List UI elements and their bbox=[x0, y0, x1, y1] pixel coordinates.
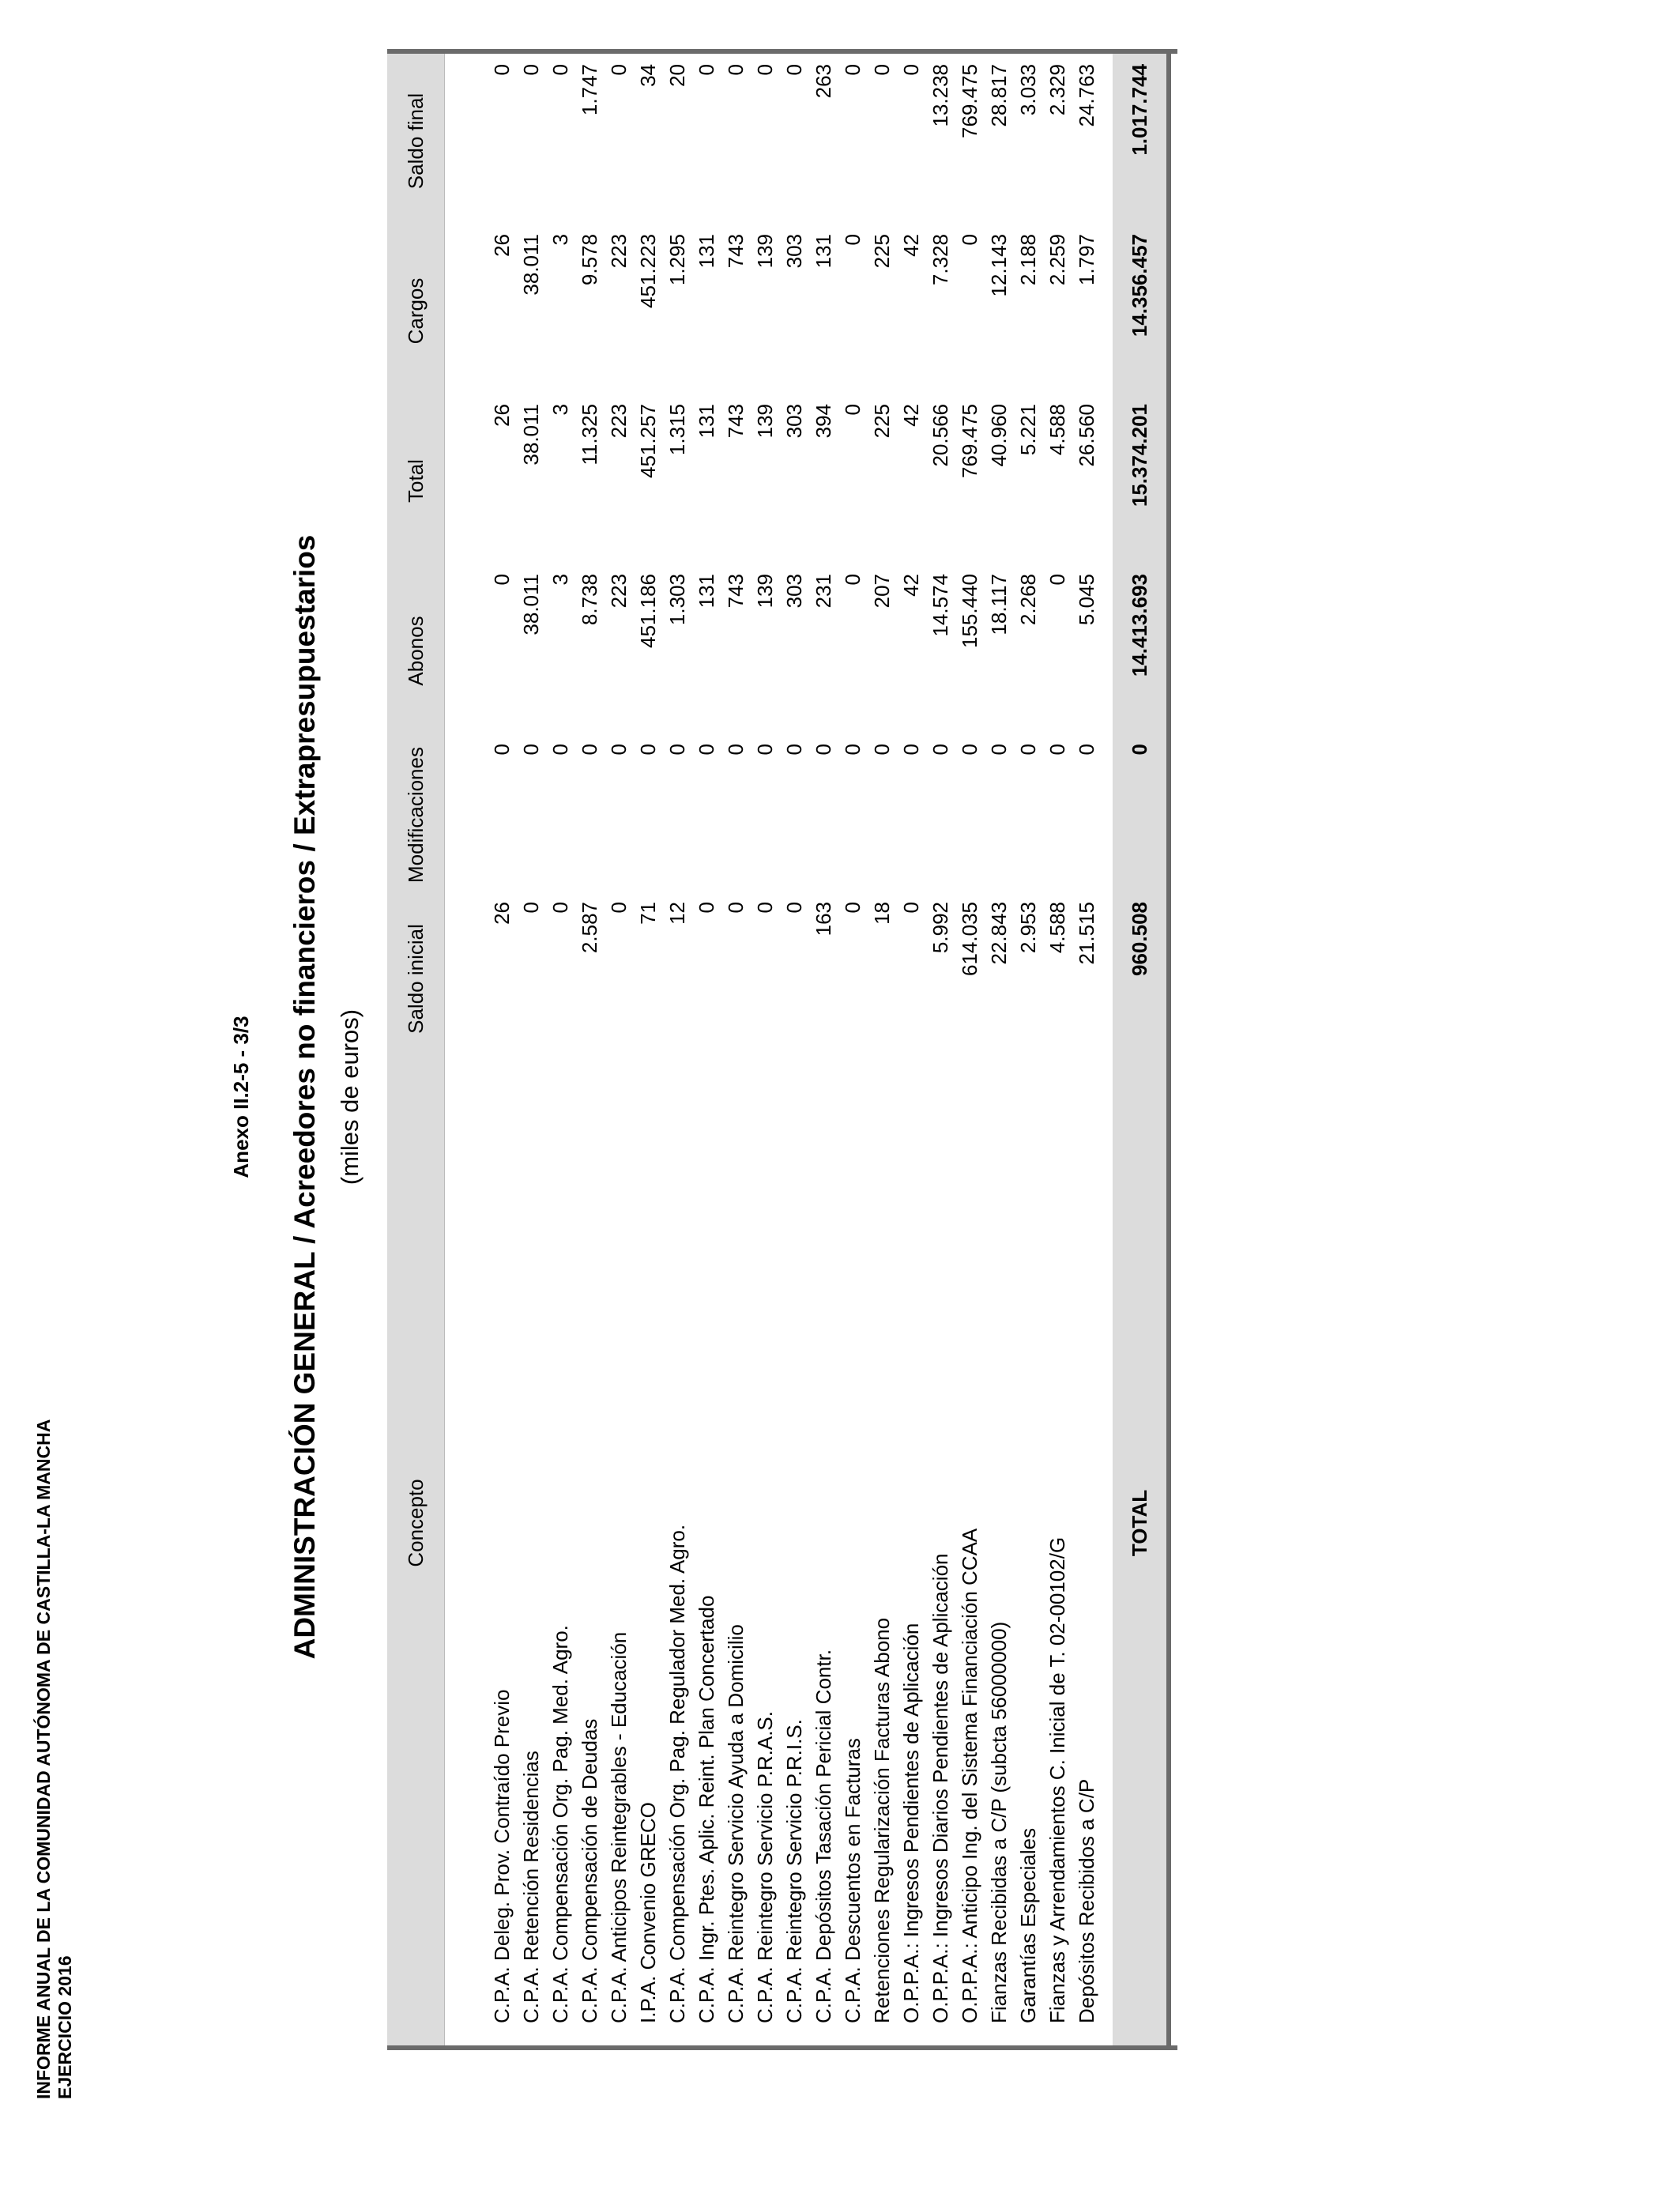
cell-modificaciones: 0 bbox=[870, 744, 894, 756]
cell-saldo-final: 0 bbox=[841, 64, 864, 76]
cell-concepto: C.P.A. Anticipos Reintegrables - Educación bbox=[607, 1631, 631, 2023]
cell-abonos: 38.011 bbox=[519, 574, 543, 635]
cell-total: 20.566 bbox=[929, 404, 952, 467]
cell-modificaciones: 0 bbox=[665, 744, 689, 756]
col-header-concepto: Concepto bbox=[403, 1479, 428, 1567]
cell-saldo-inicial: 0 bbox=[724, 902, 748, 914]
cell-concepto: C.P.A. Deleg. Prov. Contraído Previo bbox=[490, 1689, 514, 2023]
cell-concepto: C.P.A. Retención Residencias bbox=[519, 1751, 543, 2023]
report-header bbox=[33, 1419, 76, 2099]
table-row bbox=[1072, 54, 1102, 2045]
annex-label: Anexo II.2-5 - 3/3 bbox=[229, 1016, 253, 1178]
table-row bbox=[575, 54, 605, 2045]
table-row bbox=[985, 54, 1014, 2045]
table-row bbox=[1043, 54, 1072, 2045]
cell-concepto: O.P.P.A.: Ingresos Diarios Pendientes de Aplicación bbox=[929, 1553, 952, 2023]
cell-concepto: C.P.A. Compensación Org. Pag. Med. Agro. bbox=[548, 1625, 572, 2023]
cell-abonos: 139 bbox=[753, 574, 777, 609]
cell-saldo-inicial: 21.515 bbox=[1075, 902, 1098, 965]
cell-saldo-final: 34 bbox=[636, 64, 660, 87]
cell-concepto: C.P.A. Descuentos en Facturas bbox=[841, 1738, 864, 2023]
cell-saldo-inicial: 614.035 bbox=[958, 902, 981, 976]
cell-abonos: 743 bbox=[724, 574, 748, 609]
cell-saldo-inicial: 0 bbox=[899, 902, 923, 914]
cell-saldo-inicial: 71 bbox=[636, 902, 660, 925]
cell-abonos: 223 bbox=[607, 574, 631, 609]
cell-abonos: 2.268 bbox=[1016, 574, 1040, 626]
cell-cargos: 3 bbox=[548, 234, 572, 246]
cell-concepto: Retenciones Regularización Facturas Abono bbox=[870, 1617, 894, 2023]
total-row bbox=[1113, 49, 1171, 2050]
cell-concepto: C.P.A. Reintegro Servicio P.R.A.S. bbox=[753, 1710, 777, 2023]
cell-saldo-inicial: 18 bbox=[870, 902, 894, 925]
cell-cargos: 12.143 bbox=[987, 234, 1011, 297]
cell-saldo-inicial: 0 bbox=[695, 902, 718, 914]
total-abonos: 14.413.693 bbox=[1127, 574, 1151, 677]
page-title: ADMINISTRACIÓN GENERAL / Acreedores no financieros / Extrapresupuestarios bbox=[288, 534, 321, 1660]
cell-saldo-final: 769.475 bbox=[958, 64, 981, 138]
cell-abonos: 451.186 bbox=[636, 574, 660, 648]
cell-total: 11.325 bbox=[578, 404, 601, 466]
cell-cargos: 1.797 bbox=[1075, 234, 1098, 286]
table-row bbox=[897, 54, 926, 2045]
cell-saldo-final: 0 bbox=[870, 64, 894, 76]
cell-cargos: 9.578 bbox=[578, 234, 601, 286]
cell-total: 1.315 bbox=[665, 404, 689, 456]
cell-saldo-inicial: 26 bbox=[490, 902, 514, 925]
cell-total: 743 bbox=[724, 404, 748, 439]
col-header-cargos: Cargos bbox=[403, 277, 428, 345]
report-title-line2: EJERCICIO 2016 bbox=[55, 1955, 75, 2099]
cell-concepto: O.P.P.A.: Ingresos Pendientes de Aplicación bbox=[899, 1623, 923, 2023]
cell-saldo-final: 0 bbox=[753, 64, 777, 76]
cell-abonos: 231 bbox=[812, 574, 835, 609]
cell-abonos: 5.045 bbox=[1075, 574, 1098, 626]
cell-saldo-final: 0 bbox=[519, 64, 543, 76]
total-cargos: 14.356.457 bbox=[1127, 234, 1151, 337]
report-title-line1: INFORME ANUAL DE LA COMUNIDAD AUTÓNOMA DE CASTILLA-LA MANCHA bbox=[33, 1419, 54, 2099]
cell-total: 225 bbox=[870, 404, 894, 439]
total-saldo-inicial: 960.508 bbox=[1127, 902, 1151, 976]
cell-saldo-final: 0 bbox=[899, 64, 923, 76]
data-table bbox=[387, 49, 1177, 2050]
cell-saldo-inicial: 0 bbox=[782, 902, 806, 914]
cell-modificaciones: 0 bbox=[782, 744, 806, 756]
table-row bbox=[926, 54, 955, 2045]
cell-saldo-inicial: 22.843 bbox=[987, 902, 1011, 965]
cell-modificaciones: 0 bbox=[1075, 744, 1098, 756]
cell-cargos: 26 bbox=[490, 234, 514, 257]
cell-cargos: 1.295 bbox=[665, 234, 689, 286]
cell-modificaciones: 0 bbox=[753, 744, 777, 756]
cell-saldo-inicial: 0 bbox=[607, 902, 631, 914]
cell-modificaciones: 0 bbox=[987, 744, 1011, 756]
cell-cargos: 451.223 bbox=[636, 234, 660, 308]
cell-abonos: 303 bbox=[782, 574, 806, 609]
cell-saldo-inicial: 0 bbox=[548, 902, 572, 914]
table-row bbox=[838, 54, 868, 2045]
cell-modificaciones: 0 bbox=[899, 744, 923, 756]
cell-cargos: 2.188 bbox=[1016, 234, 1040, 286]
cell-concepto: Fianzas y Arrendamientos C. Inicial de T. 02-00102/G bbox=[1045, 1536, 1069, 2023]
table-row bbox=[663, 54, 692, 2045]
cell-cargos: 131 bbox=[812, 234, 835, 269]
cell-total: 394 bbox=[812, 404, 835, 439]
cell-saldo-inicial: 163 bbox=[812, 902, 835, 937]
cell-saldo-final: 20 bbox=[665, 64, 689, 87]
col-header-saldo-inicial: Saldo inicial bbox=[403, 924, 428, 1034]
cell-saldo-final: 1.747 bbox=[578, 64, 601, 116]
cell-cargos: 223 bbox=[607, 234, 631, 269]
cell-modificaciones: 0 bbox=[1045, 744, 1069, 756]
cell-abonos: 131 bbox=[695, 574, 718, 609]
cell-saldo-final: 263 bbox=[812, 64, 835, 99]
cell-cargos: 2.259 bbox=[1045, 234, 1069, 286]
cell-total: 26.560 bbox=[1075, 404, 1098, 467]
cell-total: 223 bbox=[607, 404, 631, 439]
cell-saldo-final: 0 bbox=[607, 64, 631, 76]
cell-saldo-final: 28.817 bbox=[987, 64, 1011, 127]
cell-total: 5.221 bbox=[1016, 404, 1040, 456]
table-body bbox=[445, 54, 1102, 2045]
cell-abonos: 14.574 bbox=[929, 574, 952, 637]
cell-total: 451.257 bbox=[636, 404, 660, 478]
table-row bbox=[751, 54, 780, 2045]
cell-saldo-inicial: 0 bbox=[753, 902, 777, 914]
cell-cargos: 0 bbox=[841, 234, 864, 246]
table-row bbox=[868, 54, 897, 2045]
cell-saldo-inicial: 0 bbox=[519, 902, 543, 914]
cell-cargos: 42 bbox=[899, 234, 923, 257]
cell-concepto: Garantías Especiales bbox=[1016, 1827, 1040, 2023]
cell-concepto: C.P.A. Depósitos Tasación Pericial Contr. bbox=[812, 1649, 835, 2023]
cell-concepto: C.P.A. Reintegro Servicio Ayuda a Domicilio bbox=[724, 1624, 748, 2023]
cell-modificaciones: 0 bbox=[695, 744, 718, 756]
cell-total: 42 bbox=[899, 404, 923, 427]
cell-saldo-inicial: 12 bbox=[665, 902, 689, 925]
table-row bbox=[546, 54, 575, 2045]
cell-modificaciones: 0 bbox=[929, 744, 952, 756]
cell-cargos: 131 bbox=[695, 234, 718, 269]
cell-saldo-final: 0 bbox=[548, 64, 572, 76]
units-label: (miles de euros) bbox=[336, 1008, 363, 1186]
cell-saldo-inicial: 4.588 bbox=[1045, 902, 1069, 954]
cell-abonos: 42 bbox=[899, 574, 923, 597]
cell-abonos: 0 bbox=[841, 574, 864, 586]
table-row bbox=[488, 54, 517, 2045]
cell-cargos: 225 bbox=[870, 234, 894, 269]
cell-saldo-final: 0 bbox=[695, 64, 718, 76]
cell-saldo-final: 0 bbox=[782, 64, 806, 76]
cell-modificaciones: 0 bbox=[578, 744, 601, 756]
cell-modificaciones: 0 bbox=[490, 744, 514, 756]
cell-saldo-final: 0 bbox=[724, 64, 748, 76]
table-row bbox=[517, 54, 546, 2045]
total-modificaciones: 0 bbox=[1127, 744, 1151, 756]
cell-saldo-final: 24.763 bbox=[1075, 64, 1098, 127]
cell-concepto: C.P.A. Ingr. Ptes. Aplic. Reint. Plan Concertado bbox=[695, 1595, 718, 2023]
cell-modificaciones: 0 bbox=[519, 744, 543, 756]
cell-concepto: I.P.A. Convenio GRECO bbox=[636, 1802, 660, 2023]
cell-total: 769.475 bbox=[958, 404, 981, 478]
cell-modificaciones: 0 bbox=[636, 744, 660, 756]
cell-concepto: C.P.A. Compensación de Deudas bbox=[578, 1718, 601, 2023]
cell-concepto: C.P.A. Reintegro Servicio P.R.I.S. bbox=[782, 1719, 806, 2023]
cell-saldo-inicial: 2.953 bbox=[1016, 902, 1040, 954]
cell-concepto: O.P.P.A.: Anticipo Ing. del Sistema Financiación CCAA bbox=[958, 1528, 981, 2023]
cell-abonos: 0 bbox=[1045, 574, 1069, 586]
cell-modificaciones: 0 bbox=[548, 744, 572, 756]
total-table bbox=[1113, 49, 1168, 2050]
cell-abonos: 1.303 bbox=[665, 574, 689, 626]
cell-modificaciones: 0 bbox=[607, 744, 631, 756]
cell-abonos: 18.117 bbox=[987, 574, 1011, 635]
cell-total: 131 bbox=[695, 404, 718, 439]
cell-modificaciones: 0 bbox=[958, 744, 981, 756]
table-row bbox=[605, 54, 634, 2045]
table-row bbox=[634, 54, 663, 2045]
cell-total: 139 bbox=[753, 404, 777, 439]
cell-modificaciones: 0 bbox=[841, 744, 864, 756]
cell-modificaciones: 0 bbox=[724, 744, 748, 756]
cell-concepto: Fianzas Recibidas a C/P (subcta 56000000) bbox=[987, 1621, 1011, 2023]
cell-total: 303 bbox=[782, 404, 806, 439]
table-row bbox=[780, 54, 809, 2045]
cell-modificaciones: 0 bbox=[812, 744, 835, 756]
cell-cargos: 38.011 bbox=[519, 234, 543, 296]
cell-cargos: 743 bbox=[724, 234, 748, 269]
cell-cargos: 139 bbox=[753, 234, 777, 269]
cell-concepto: C.P.A. Compensación Org. Pag. Regulador Med. Agro. bbox=[665, 1524, 689, 2023]
col-header-saldo-final: Saldo final bbox=[403, 92, 428, 190]
cell-abonos: 155.440 bbox=[958, 574, 981, 648]
cell-cargos: 0 bbox=[958, 234, 981, 246]
cell-concepto: Depósitos Recibidos a C/P bbox=[1075, 1778, 1098, 2023]
table-row bbox=[721, 54, 751, 2045]
cell-abonos: 207 bbox=[870, 574, 894, 609]
col-header-modificaciones: Modificaciones bbox=[403, 747, 428, 883]
cell-saldo-final: 0 bbox=[490, 64, 514, 76]
cell-saldo-inicial: 2.587 bbox=[578, 902, 601, 954]
table-row bbox=[955, 54, 985, 2045]
table-row bbox=[809, 54, 838, 2045]
cell-abonos: 8.738 bbox=[578, 574, 601, 626]
cell-abonos: 3 bbox=[548, 574, 572, 586]
cell-saldo-final: 13.238 bbox=[929, 64, 952, 127]
table-header bbox=[387, 54, 445, 2045]
cell-total: 26 bbox=[490, 404, 514, 427]
cell-modificaciones: 0 bbox=[1016, 744, 1040, 756]
cell-total: 38.011 bbox=[519, 404, 543, 466]
cell-saldo-final: 3.033 bbox=[1016, 64, 1040, 116]
cell-total: 4.588 bbox=[1045, 404, 1069, 456]
total-saldo-final: 1.017.744 bbox=[1127, 64, 1151, 156]
cell-saldo-final: 2.329 bbox=[1045, 64, 1069, 116]
total-label: TOTAL bbox=[1127, 1489, 1151, 1557]
cell-abonos: 0 bbox=[490, 574, 514, 586]
total-total: 15.374.201 bbox=[1127, 404, 1151, 507]
table-row bbox=[1014, 54, 1043, 2045]
col-header-abonos: Abonos bbox=[403, 616, 428, 686]
cell-total: 40.960 bbox=[987, 404, 1011, 467]
col-header-total: Total bbox=[403, 459, 428, 503]
cell-total: 0 bbox=[841, 404, 864, 416]
cell-cargos: 303 bbox=[782, 234, 806, 269]
cell-saldo-inicial: 0 bbox=[841, 902, 864, 914]
table-row bbox=[692, 54, 721, 2045]
cell-cargos: 7.328 bbox=[929, 234, 952, 286]
cell-saldo-inicial: 5.992 bbox=[929, 902, 952, 954]
cell-total: 3 bbox=[548, 404, 572, 416]
